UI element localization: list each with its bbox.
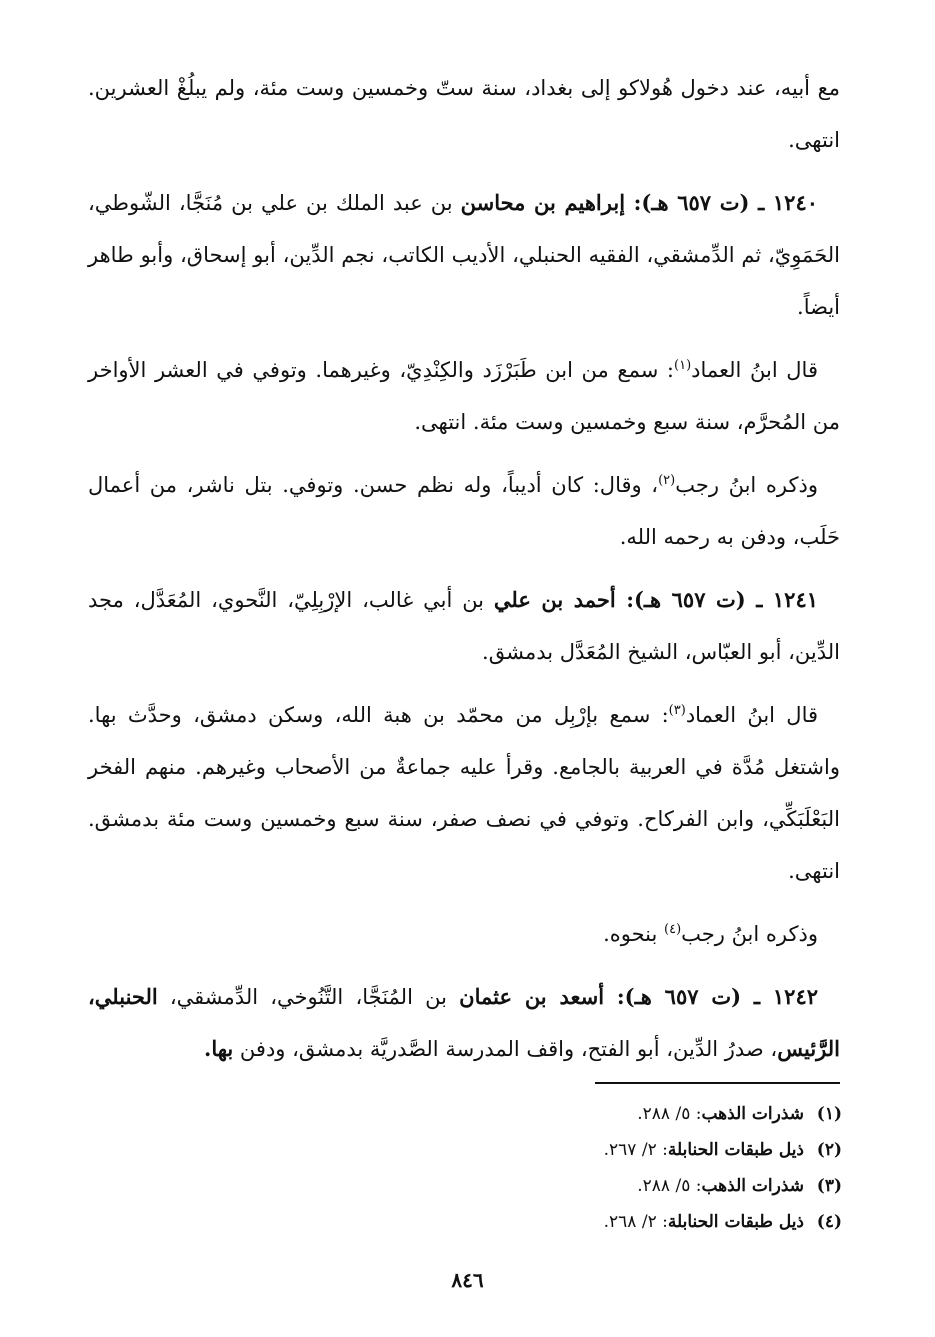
footnote-ref[interactable]: (١): [674, 358, 692, 373]
quote-ibn-rajab-4: [88, 908, 840, 960]
footnote-number: (٤): [816, 1212, 842, 1232]
paragraph-text: بنحوه.: [603, 922, 665, 946]
paragraph-text: قال ابنُ العماد: [691, 358, 818, 382]
footnote-1: [342, 1096, 842, 1132]
entry-heading: ١٢٤١ ـ (ت ٦٥٧ هـ): أحمد بن علي: [493, 587, 819, 612]
quote-ibn-al-imad-1: [88, 344, 840, 448]
page-number: ٨٤٦: [451, 1268, 484, 1292]
footnote-separator: [595, 1082, 840, 1084]
footnote-number: (٣): [816, 1176, 842, 1196]
footnote-number: (٢): [816, 1140, 842, 1160]
paragraph-text: مع أبيه، عند دخول هُولاكو إلى بغداد، سنة ستّ وخمسين وست مئة، ولم يبلُغْ العشرين. انتهى.: [88, 76, 840, 152]
entry-heading: ١٢٤٢ ـ (ت ٦٥٧ هـ): أسعد بن عثمان: [459, 984, 819, 1009]
entry-text: ، صدرُ الدِّين، أبو الفتح، واقف المدرسة الصَّدريَّة بدمشق، ودفن: [233, 1037, 778, 1061]
paragraph-text: وذكره ابنُ رجب: [681, 922, 818, 946]
page-body: [88, 62, 840, 1086]
footnotes: [342, 1096, 842, 1240]
footnote-reference: : ٥/ ٢٨٨.: [637, 1104, 702, 1124]
entry-1241: [88, 574, 840, 678]
footnote-reference: : ٢/ ٢٦٧.: [603, 1140, 668, 1160]
footnote-4: [342, 1204, 842, 1240]
entry-1240: [88, 177, 840, 333]
paragraph-text: : سمع من ابن طَبَرْزَد والكِنْدِيّ، وغيرهما. وتوفي في العشر الأواخر من المُحرَّم، سنة سبع وخمسين وست مئة. انتهى.: [88, 358, 840, 434]
entry-1242: [88, 971, 840, 1075]
paragraph-continuation: [88, 62, 840, 166]
paragraph-text: : سمع بإرْبِل من محمّد بن هبة الله، وسكن دمشق، وحدَّث بها. واشتغل مُدَّة في العربية بالجامع. وقرأ عليه جماعةٌ من الأصحاب وغيرهم. منهم الفخر البَعْلَبَكِّي، وابن الفركاح. وتوفي في نصف صفر، سنة سبع وخمسين وست مئة بدمشق. انتهى.: [88, 703, 840, 883]
quote-ibn-rajab-2: [88, 459, 840, 563]
entry-text: بن عبد الملك بن علي بن مُنَجَّا، الشّوطي، الحَمَوِيّ، ثم الدِّمشقي، الفقيه الحنبلي، الأديب الكاتب، نجم الدِّين، أبو إسحاق، وأبو طاهر أيضاً.: [88, 191, 840, 319]
footnote-number: (١): [816, 1104, 842, 1124]
footnote-source: ذيل طبقات الحنابلة: [667, 1140, 804, 1160]
entry-heading: ١٢٤٠ ـ (ت ٦٥٧ هـ): إبراهيم بن محاسن: [460, 190, 819, 215]
quote-ibn-al-imad-3: [88, 689, 840, 897]
footnote-ref[interactable]: (٣): [668, 703, 686, 718]
footnote-source: شذرات الذهب: [701, 1176, 804, 1196]
footnote-2: [342, 1132, 842, 1168]
footnote-reference: : ٥/ ٢٨٨.: [637, 1176, 702, 1196]
footnote-source: ذيل طبقات الحنابلة: [667, 1212, 804, 1232]
paragraph-text: ، وقال: كان أديباً، وله نظم حسن. وتوفي. بتل ناشر، من أعمال حَلَب، ودفن به رحمه الله.: [88, 473, 840, 549]
footnote-3: [342, 1168, 842, 1204]
footnote-reference: : ٢/ ٢٦٨.: [603, 1212, 668, 1232]
entry-text: بن أبي غالب، الإرْبِلِيّ، النَّحوي، المُعَدَّل، مجد الدِّين، أبو العبّاس، الشيخ المُعَدَّل بدمشق.: [88, 588, 840, 664]
footnote-ref[interactable]: (٤): [664, 922, 682, 937]
footnote-ref[interactable]: (٢): [658, 473, 676, 488]
paragraph-text: وذكره ابنُ رجب: [675, 473, 818, 497]
paragraph-text: قال ابنُ العماد: [685, 703, 819, 727]
entry-text: بن المُنَجَّا، التَّنُوخي، الدِّمشقي،: [157, 985, 460, 1009]
footnote-source: شذرات الذهب: [701, 1104, 804, 1124]
entry-text-bold: بها.: [204, 1036, 234, 1061]
entry-text-bold: الحنبلي، الرَّئيس: [88, 984, 840, 1061]
